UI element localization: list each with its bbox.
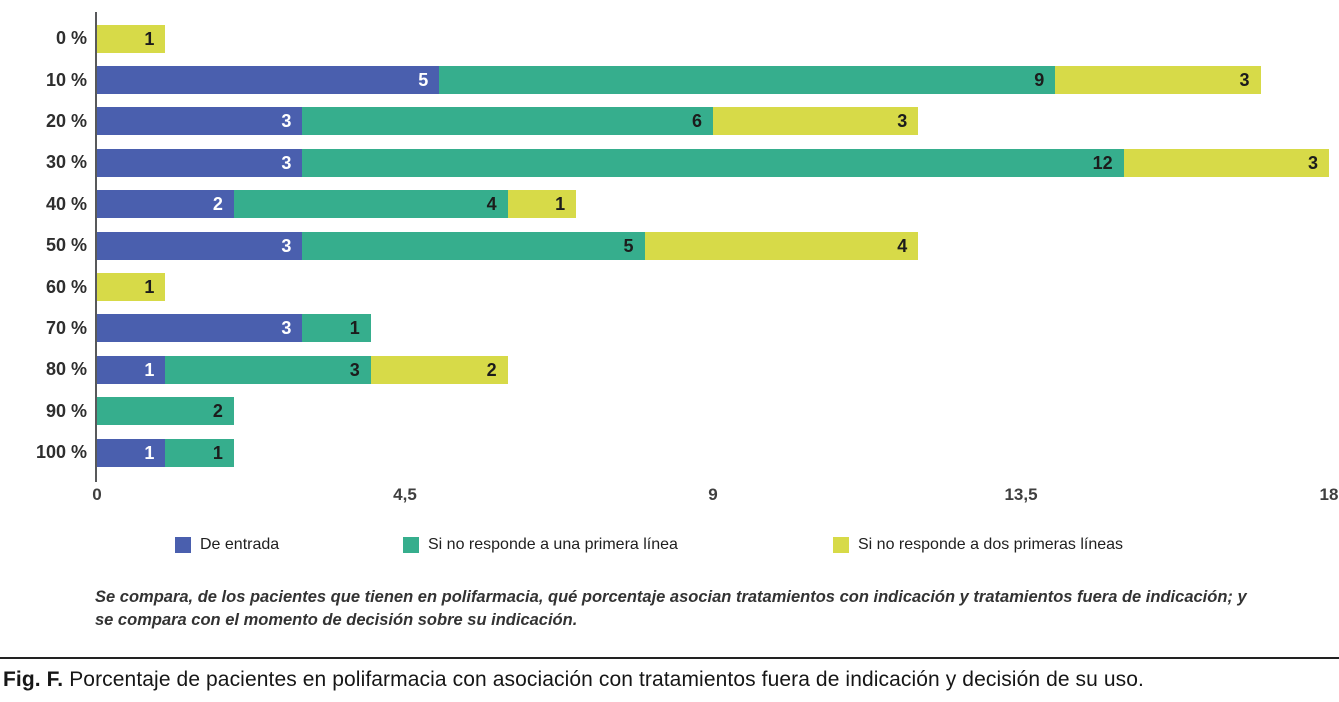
bar-value-label: 6 [691, 111, 702, 132]
x-tick-label: 0 [92, 485, 102, 504]
legend-item [403, 536, 678, 554]
x-tick-label: 9 [708, 485, 718, 504]
bar-value-label: 3 [1307, 152, 1318, 173]
category-label: 10 % [45, 69, 87, 90]
legend-label: De entrada [200, 536, 280, 553]
bar-value-label: 1 [144, 277, 155, 298]
bar-segment [97, 149, 302, 177]
bar-row [0, 266, 1339, 307]
bar-segment [165, 356, 370, 384]
bar-segment [645, 232, 919, 260]
x-tick-label: 18 [1319, 485, 1339, 504]
bar-segment [97, 356, 165, 384]
bar-segment [97, 66, 439, 94]
bar-segment [97, 273, 165, 301]
bar-segment [302, 107, 713, 135]
bar-segment [302, 232, 644, 260]
bar-track [97, 66, 1329, 94]
bar-segment [302, 314, 370, 342]
caption-body: Porcentaje de pacientes en polifarmacia con asociación con tratamientos fuera de indicación y decisión de su uso. [69, 668, 1144, 691]
bar-value-label: 1 [144, 359, 155, 380]
legend-swatch-icon [175, 537, 191, 553]
category-label: 50 % [45, 235, 87, 256]
bar-row [0, 101, 1339, 142]
bar-value-label: 4 [486, 194, 497, 215]
bar-rows [0, 18, 1339, 473]
bar-value-label: 3 [281, 318, 292, 339]
figure-caption [0, 668, 1339, 692]
legend-label: Si no responde a dos primeras líneas [858, 536, 1124, 553]
bar-row [0, 432, 1339, 473]
bar-value-label: 1 [555, 194, 566, 215]
bar-track [97, 356, 1329, 384]
legend-swatch-icon [833, 537, 849, 553]
bar-segment [371, 356, 508, 384]
bar-value-label: 5 [623, 235, 634, 256]
category-label: 100 % [35, 442, 87, 463]
bar-track [97, 190, 1329, 218]
bar-value-label: 3 [281, 111, 292, 132]
bar-value-label: 2 [212, 194, 223, 215]
bar-segment [165, 439, 233, 467]
bar-row [0, 349, 1339, 390]
category-label: 60 % [45, 276, 87, 297]
bar-segment [234, 190, 508, 218]
bar-segment [713, 107, 918, 135]
bar-track [97, 439, 1329, 467]
bar-track [97, 397, 1329, 425]
bar-value-label: 4 [897, 235, 908, 256]
bar-value-label: 2 [212, 401, 223, 422]
bar-value-label: 1 [349, 318, 360, 339]
bar-track [97, 107, 1329, 135]
bar-track [97, 149, 1329, 177]
bar-row [0, 308, 1339, 349]
bar-track [97, 314, 1329, 342]
bar-value-label: 3 [281, 152, 292, 173]
bar-row [0, 184, 1339, 225]
bar-track [97, 232, 1329, 260]
bar-value-label: 3 [349, 359, 360, 380]
bar-value-label: 3 [897, 111, 908, 132]
category-label: 80 % [45, 359, 87, 380]
bar-value-label: 1 [144, 28, 155, 49]
legend-label: Si no responde a una primera línea [428, 536, 678, 553]
bar-segment [97, 397, 234, 425]
bar-segment [97, 25, 165, 53]
bar-segment [97, 107, 302, 135]
bar-segment [508, 190, 576, 218]
caption-bar [0, 657, 1339, 692]
caption-prefix: Fig. F. [3, 668, 64, 691]
category-label: 70 % [45, 317, 87, 338]
legend [0, 536, 1339, 560]
category-label: 40 % [45, 193, 87, 214]
bar-row [0, 142, 1339, 183]
x-tick-label: 4,5 [393, 485, 417, 504]
x-tick-label: 13,5 [1004, 485, 1038, 504]
bar-segment [302, 149, 1123, 177]
bar-segment [97, 190, 234, 218]
bar-row [0, 391, 1339, 432]
category-label: 20 % [45, 110, 87, 131]
figure-footnote: Se compara, de los pacientes que tienen en polifarmacia, qué porcentaje asocian tratamientos con indicación y tratamientos fuera de indicación; y se compara con el momento de decisión sobre su indicación. [95, 588, 1247, 630]
bar-segment [1055, 66, 1260, 94]
category-label: 30 % [45, 152, 87, 173]
bar-segment [97, 314, 302, 342]
bar-segment [439, 66, 1055, 94]
legend-item [175, 536, 279, 554]
bar-segment [97, 232, 302, 260]
legend-item [833, 536, 1123, 554]
bar-segment [1124, 149, 1329, 177]
bar-track [97, 25, 1329, 53]
bar-value-label: 1 [212, 442, 223, 463]
bar-segment [97, 439, 165, 467]
bar-row [0, 59, 1339, 100]
legend-swatch-icon [403, 537, 419, 553]
bar-row [0, 225, 1339, 266]
bar-value-label: 12 [1092, 152, 1113, 173]
bar-value-label: 1 [144, 442, 155, 463]
bar-value-label: 9 [1034, 70, 1045, 91]
x-axis-tick-labels [92, 485, 1339, 509]
bar-track [97, 273, 1329, 301]
category-label: 0 % [55, 28, 87, 49]
bar-value-label: 3 [1239, 70, 1250, 91]
bar-value-label: 3 [281, 235, 292, 256]
bar-row [0, 18, 1339, 59]
bar-value-label: 2 [486, 359, 497, 380]
bar-value-label: 5 [418, 70, 429, 91]
category-label: 90 % [45, 400, 87, 421]
